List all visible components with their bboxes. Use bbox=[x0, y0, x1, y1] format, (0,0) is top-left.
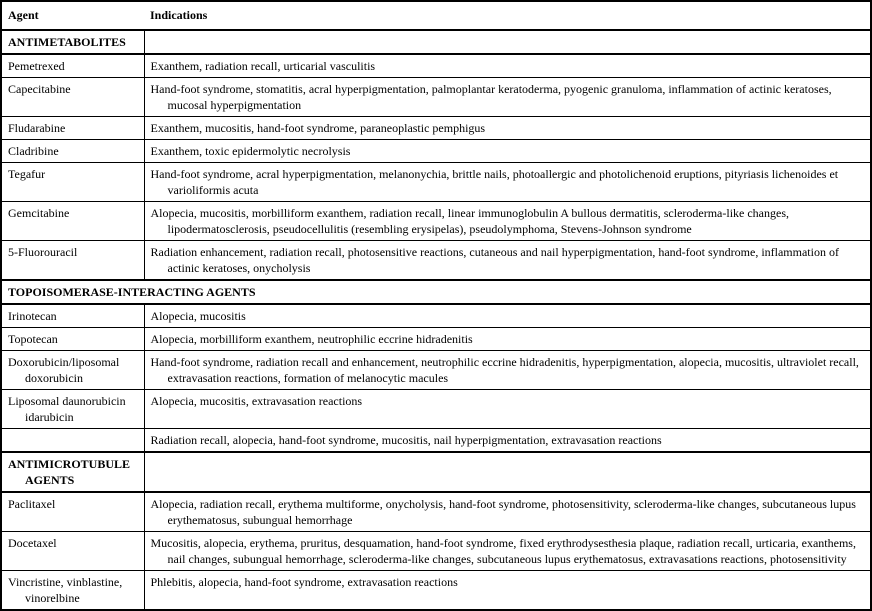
table-row bbox=[1, 202, 871, 241]
table-row bbox=[1, 241, 871, 281]
indications-cell-text: Radiation enhancement, radiation recall, photosensitive reactions, cutaneous and nail hyperpigmentation, hand-foot syndrome, inflammation of actinic keratoses, onycholysis bbox=[150, 245, 839, 275]
column-header-indications: Indications bbox=[144, 1, 871, 30]
table-header bbox=[1, 1, 871, 30]
agent-cell bbox=[1, 117, 144, 140]
agent-cell-text: Fludarabine bbox=[8, 121, 66, 135]
table-row bbox=[1, 78, 871, 117]
section-header-row bbox=[1, 452, 871, 492]
indications-cell-text: Hand-foot syndrome, stomatitis, acral hyperpigmentation, palmoplantar keratoderma, pyogenic granuloma, inflammation of actinic keratoses, mucosal hyperpigmentation bbox=[150, 82, 832, 112]
table-row bbox=[1, 351, 871, 390]
table-row bbox=[1, 532, 871, 571]
agent-cell bbox=[1, 163, 144, 202]
indications-cell-text: Phlebitis, alopecia, hand-foot syndrome, extravasation reactions bbox=[150, 575, 458, 589]
agent-cell bbox=[1, 54, 144, 78]
indications-cell bbox=[144, 78, 871, 117]
agent-cell-text: Docetaxel bbox=[8, 536, 57, 550]
section-header-cell-text: ANTIMETABOLITES bbox=[8, 35, 126, 49]
agent-cell-text: Doxorubicin/liposomal doxorubicin bbox=[8, 355, 120, 385]
table-row bbox=[1, 117, 871, 140]
indications-cell bbox=[144, 304, 871, 328]
indications-cell-text: Alopecia, radiation recall, erythema multiforme, onycholysis, hand-foot syndrome, photosensitivity, scleroderma-like changes, subcutaneous lupus erythematosus, subungual hemorrhage bbox=[150, 497, 856, 527]
column-header-agent: Agent bbox=[1, 1, 144, 30]
agent-cell-text: Cladribine bbox=[8, 144, 59, 158]
section-header-row bbox=[1, 30, 871, 54]
agent-cell bbox=[1, 304, 144, 328]
agent-cell-text: 5-Fluorouracil bbox=[8, 245, 78, 259]
agent-cell bbox=[1, 532, 144, 571]
section-header-spacer-cell bbox=[144, 452, 871, 492]
agent-cell-text: Paclitaxel bbox=[8, 497, 56, 511]
indications-cell bbox=[144, 351, 871, 390]
agent-cell-text: Gemcitabine bbox=[8, 206, 70, 220]
table-row bbox=[1, 571, 871, 611]
indications-cell bbox=[144, 163, 871, 202]
agent-cell bbox=[1, 140, 144, 163]
indications-cell-text: Exanthem, toxic epidermolytic necrolysis bbox=[150, 144, 351, 158]
agent-cell-text: Vincristine, vinblastine, vinorelbine bbox=[8, 575, 123, 605]
indications-cell-text: Radiation recall, alopecia, hand-foot syndrome, mucositis, nail hyperpigmentation, extravasation reactions bbox=[150, 433, 662, 447]
agent-cell bbox=[1, 328, 144, 351]
table-body bbox=[1, 30, 871, 610]
indications-cell-text: Alopecia, mucositis, morbilliform exanthem, radiation recall, linear immunoglobulin A bullous dermatitis, scleroderma-like changes, lipodermatosclerosis, pseudocellulitis (resembling erysipelas), pseudolymphoma, Stevens-Johnson syndrome bbox=[150, 206, 790, 236]
section-header-cell-text: TOPOISOMERASE-INTERACTING AGENTS bbox=[8, 285, 256, 299]
table-row bbox=[1, 390, 871, 429]
indications-cell bbox=[144, 202, 871, 241]
indications-cell bbox=[144, 54, 871, 78]
indications-cell bbox=[144, 429, 871, 453]
section-header-cell-text: ANTIMICROTUBULE AGENTS bbox=[8, 457, 131, 487]
table-row bbox=[1, 54, 871, 78]
section-header-row bbox=[1, 280, 871, 304]
indications-cell-text: Hand-foot syndrome, radiation recall and enhancement, neutrophilic eccrine hidradenitis, hyperpigmentation, alopecia, mucositis, ultraviolet recall, extravasation reactions, formation of melanocytic macules bbox=[150, 355, 859, 385]
agent-cell-text: Tegafur bbox=[8, 167, 46, 181]
section-header-cell bbox=[1, 30, 144, 54]
agent-cell-text: Irinotecan bbox=[8, 309, 57, 323]
indications-cell-text: Alopecia, mucositis, extravasation reactions bbox=[150, 394, 363, 408]
indications-cell bbox=[144, 390, 871, 429]
indications-cell-text: Mucositis, alopecia, erythema, pruritus, desquamation, hand-foot syndrome, fixed erythrodysesthesia plaque, radiation recall, urticaria, exanthems, nail changes, subungual hemorrhage, scleroderma-like changes, subcutaneous lupus erythematosus, extravasations reactions, photosensitivity bbox=[150, 536, 856, 566]
agent-cell-text: Pemetrexed bbox=[8, 59, 65, 73]
table-row bbox=[1, 140, 871, 163]
table-row bbox=[1, 429, 871, 453]
agent-cell bbox=[1, 390, 144, 429]
indications-cell-text: Hand-foot syndrome, acral hyperpigmentation, melanonychia, brittle nails, photoallergic and photolichenoid eruptions, pityriasis lichenoides et varioliformis acuta bbox=[150, 167, 839, 197]
indications-cell bbox=[144, 532, 871, 571]
agent-cell bbox=[1, 78, 144, 117]
table-row bbox=[1, 304, 871, 328]
indications-cell bbox=[144, 140, 871, 163]
agent-cell-text: Liposomal daunorubicin idarubicin bbox=[8, 394, 126, 424]
indications-cell bbox=[144, 241, 871, 281]
column-header-row bbox=[1, 1, 871, 30]
indications-cell-text: Exanthem, mucositis, hand-foot syndrome, paraneoplastic pemphigus bbox=[150, 121, 486, 135]
table-row bbox=[1, 163, 871, 202]
section-header-cell bbox=[1, 452, 144, 492]
indications-cell bbox=[144, 328, 871, 351]
indications-cell-text: Alopecia, mucositis bbox=[150, 309, 246, 323]
agent-cell bbox=[1, 492, 144, 532]
section-header-cell bbox=[1, 280, 871, 304]
indications-cell bbox=[144, 492, 871, 532]
agent-cell bbox=[1, 571, 144, 611]
indications-cell-text: Alopecia, morbilliform exanthem, neutrophilic eccrine hidradenitis bbox=[150, 332, 473, 346]
indications-cell-text: Exanthem, radiation recall, urticarial vasculitis bbox=[150, 59, 376, 73]
agent-cell bbox=[1, 351, 144, 390]
agent-cell bbox=[1, 429, 144, 453]
section-header-spacer-cell bbox=[144, 30, 871, 54]
agent-cell-text: Capecitabine bbox=[8, 82, 71, 96]
indications-cell bbox=[144, 571, 871, 611]
agent-cell bbox=[1, 241, 144, 281]
agent-cell bbox=[1, 202, 144, 241]
table-row bbox=[1, 328, 871, 351]
agent-cell-text: Topotecan bbox=[8, 332, 58, 346]
table-row bbox=[1, 492, 871, 532]
indications-cell bbox=[144, 117, 871, 140]
